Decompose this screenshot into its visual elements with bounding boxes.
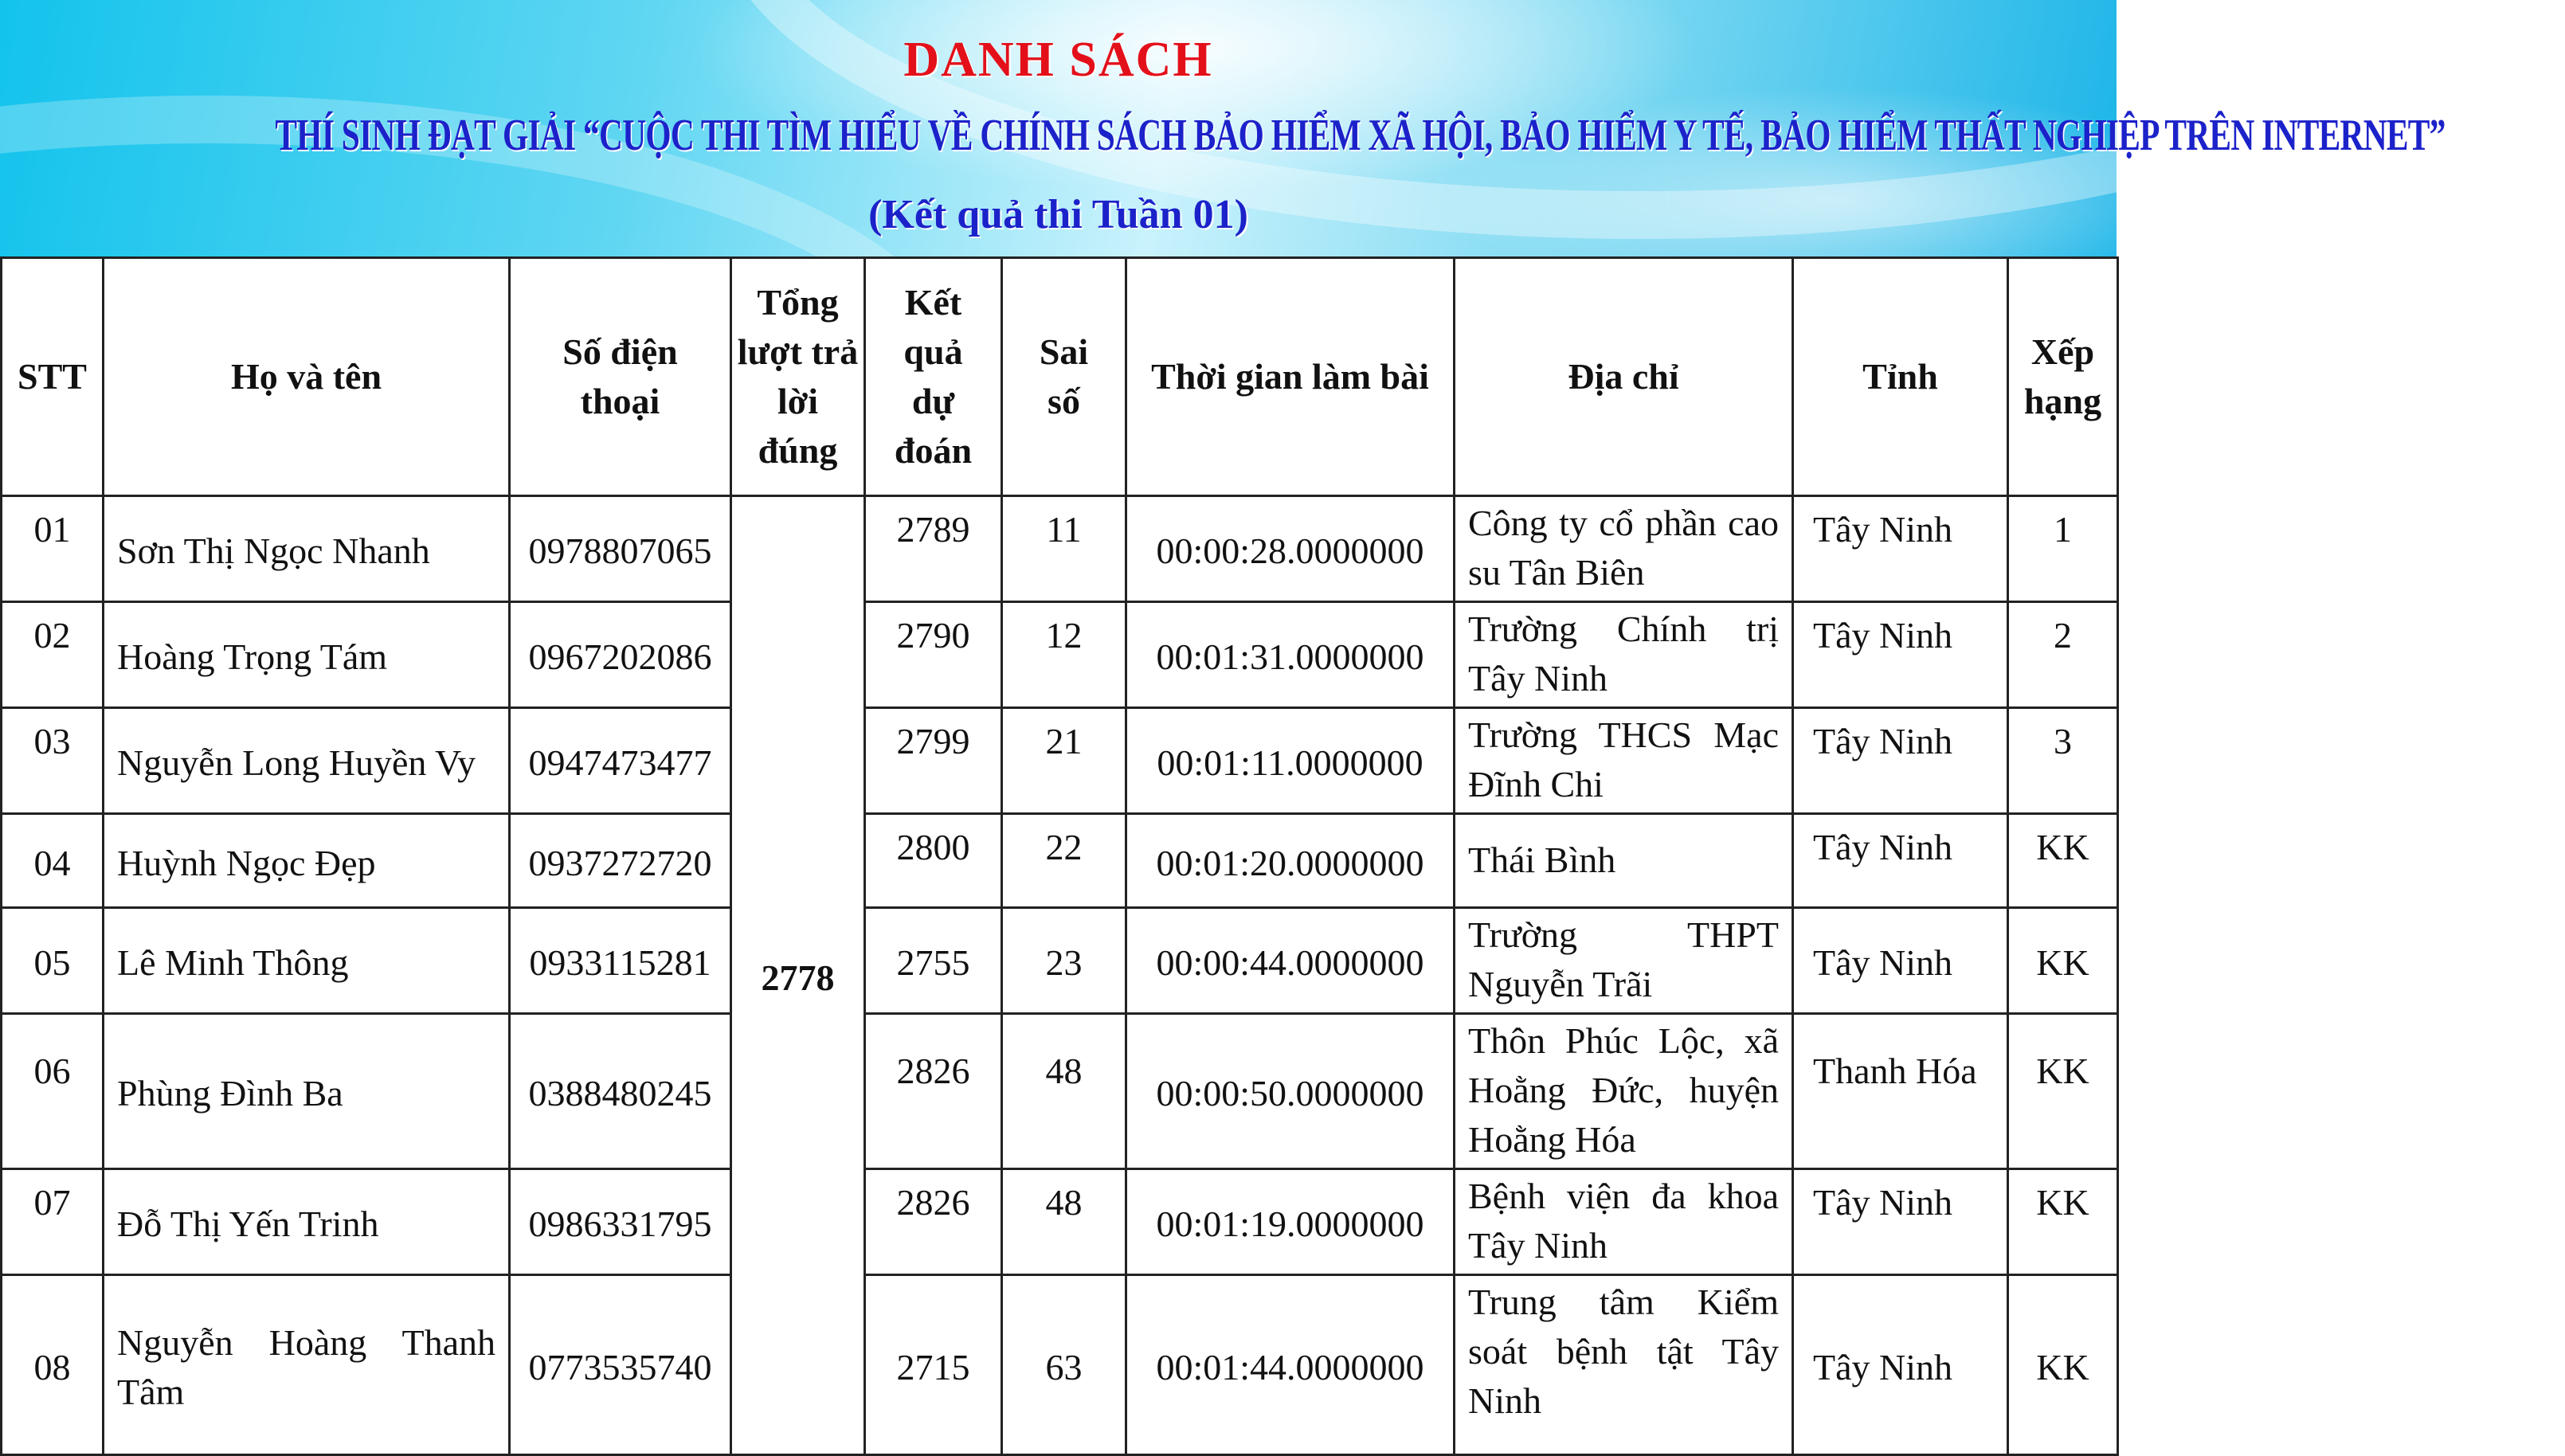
cell-time: 00:01:20.0000000 (1126, 814, 1455, 908)
cell-error: 12 (1002, 602, 1126, 708)
page-subtitle: THÍ SINH ĐẠT GIẢI “CUỘC THI TÌM HIỂU VỀ CHÍNH SÁCH BẢO HIỂM XÃ HỘI, BẢO HIỂM Y TẾ, BẢO HIỂM THẤT NGHIỆP TRÊN INTERNET” (275, 111, 2446, 160)
cell-rank: KK (2008, 1014, 2118, 1169)
week-label: (Kết quả thi Tuần 01) (868, 192, 1248, 237)
header-total: Tổng lượt trả lời đúng (731, 258, 865, 496)
cell-prediction: 2790 (865, 602, 1002, 708)
cell-error: 21 (1002, 708, 1126, 814)
results-table (0, 256, 2119, 1456)
cell-error: 63 (1002, 1275, 1126, 1455)
cell-phone: 0947473477 (510, 708, 731, 814)
cell-prediction: 2799 (865, 708, 1002, 814)
cell-province: Tây Ninh (1793, 1169, 2008, 1275)
cell-error: 11 (1002, 496, 1126, 602)
cell-stt: 02 (2, 602, 104, 708)
cell-rank: 3 (2008, 708, 2118, 814)
cell-address: Trường THCS Mạc Đĩnh Chi (1455, 708, 1793, 814)
cell-name: Đỗ Thị Yến Trinh (104, 1169, 510, 1275)
cell-phone: 0967202086 (510, 602, 731, 708)
cell-total-correct: 2778 (731, 496, 865, 1455)
table-row (2, 496, 2118, 602)
cell-name: Phùng Đình Ba (104, 1014, 510, 1169)
cell-rank: 1 (2008, 496, 2118, 602)
table-row (2, 1014, 2118, 1169)
header-banner (0, 0, 2446, 256)
cell-province: Tây Ninh (1793, 708, 2008, 814)
header-error: Sai số (1002, 258, 1126, 496)
cell-name: Lê Minh Thông (104, 908, 510, 1014)
header-address: Địa chỉ (1455, 258, 1793, 496)
cell-time: 00:00:50.0000000 (1126, 1014, 1455, 1169)
cell-rank: 2 (2008, 602, 2118, 708)
table-row (2, 814, 2118, 908)
cell-name: Nguyễn Long Huyền Vy (104, 708, 510, 814)
cell-stt: 04 (2, 814, 104, 908)
cell-address: Bệnh viện đa khoa Tây Ninh (1455, 1169, 1793, 1275)
cell-time: 00:00:44.0000000 (1126, 908, 1455, 1014)
cell-stt: 06 (2, 1014, 104, 1169)
header-stt: STT (2, 258, 104, 496)
cell-error: 23 (1002, 908, 1126, 1014)
cell-prediction: 2826 (865, 1014, 1002, 1169)
cell-phone: 0933115281 (510, 908, 731, 1014)
table-row (2, 602, 2118, 708)
cell-error: 48 (1002, 1014, 1126, 1169)
cell-error: 22 (1002, 814, 1126, 908)
table-row (2, 1275, 2118, 1455)
cell-address: Trung tâm Kiểm soát bệnh tật Tây Ninh (1455, 1275, 1793, 1455)
table-row (2, 708, 2118, 814)
cell-phone: 0937272720 (510, 814, 731, 908)
table-row (2, 908, 2118, 1014)
cell-address: Thái Bình (1455, 814, 1793, 908)
cell-rank: KK (2008, 908, 2118, 1014)
cell-phone: 0978807065 (510, 496, 731, 602)
cell-province: Tây Ninh (1793, 814, 2008, 908)
cell-name: Hoàng Trọng Tám (104, 602, 510, 708)
cell-address: Trường Chính trị Tây Ninh (1455, 602, 1793, 708)
header-phone: Số điện thoại (510, 258, 731, 496)
cell-phone: 0388480245 (510, 1014, 731, 1169)
cell-stt: 07 (2, 1169, 104, 1275)
cell-prediction: 2755 (865, 908, 1002, 1014)
cell-province: Tây Ninh (1793, 908, 2008, 1014)
header-name: Họ và tên (104, 258, 510, 496)
cell-phone: 0773535740 (510, 1275, 731, 1455)
cell-time: 00:01:11.0000000 (1126, 708, 1455, 814)
cell-stt: 03 (2, 708, 104, 814)
cell-province: Thanh Hóa (1793, 1014, 2008, 1169)
header-rank: Xếp hạng (2008, 258, 2118, 496)
cell-prediction: 2789 (865, 496, 1002, 602)
cell-phone: 0986331795 (510, 1169, 731, 1275)
cell-name: Sơn Thị Ngọc Nhanh (104, 496, 510, 602)
cell-rank: KK (2008, 814, 2118, 908)
cell-name: Nguyễn Hoàng Thanh Tâm (104, 1275, 510, 1455)
cell-province: Tây Ninh (1793, 1275, 2008, 1455)
cell-stt: 01 (2, 496, 104, 602)
cell-address: Công ty cổ phần cao su Tân Biên (1455, 496, 1793, 602)
cell-prediction: 2715 (865, 1275, 1002, 1455)
cell-stt: 08 (2, 1275, 104, 1455)
cell-time: 00:00:28.0000000 (1126, 496, 1455, 602)
header-time: Thời gian làm bài (1126, 258, 1455, 496)
cell-province: Tây Ninh (1793, 602, 2008, 708)
cell-rank: KK (2008, 1275, 2118, 1455)
cell-prediction: 2800 (865, 814, 1002, 908)
cell-prediction: 2826 (865, 1169, 1002, 1275)
page-title: DANH SÁCH (903, 33, 1213, 87)
header-province: Tỉnh (1793, 258, 2008, 496)
cell-province: Tây Ninh (1793, 496, 2008, 602)
cell-address: Thôn Phúc Lộc, xã Hoằng Đức, huyện Hoằng Hóa (1455, 1014, 1793, 1169)
table-row (2, 1169, 2118, 1275)
cell-stt: 05 (2, 908, 104, 1014)
cell-error: 48 (1002, 1169, 1126, 1275)
header-prediction: Kết quả dự đoán (865, 258, 1002, 496)
cell-time: 00:01:31.0000000 (1126, 602, 1455, 708)
cell-name: Huỳnh Ngọc Đẹp (104, 814, 510, 908)
cell-time: 00:01:44.0000000 (1126, 1275, 1455, 1455)
table-header-row (2, 258, 2118, 496)
cell-rank: KK (2008, 1169, 2118, 1275)
cell-address: Trường THPT Nguyễn Trãi (1455, 908, 1793, 1014)
cell-time: 00:01:19.0000000 (1126, 1169, 1455, 1275)
